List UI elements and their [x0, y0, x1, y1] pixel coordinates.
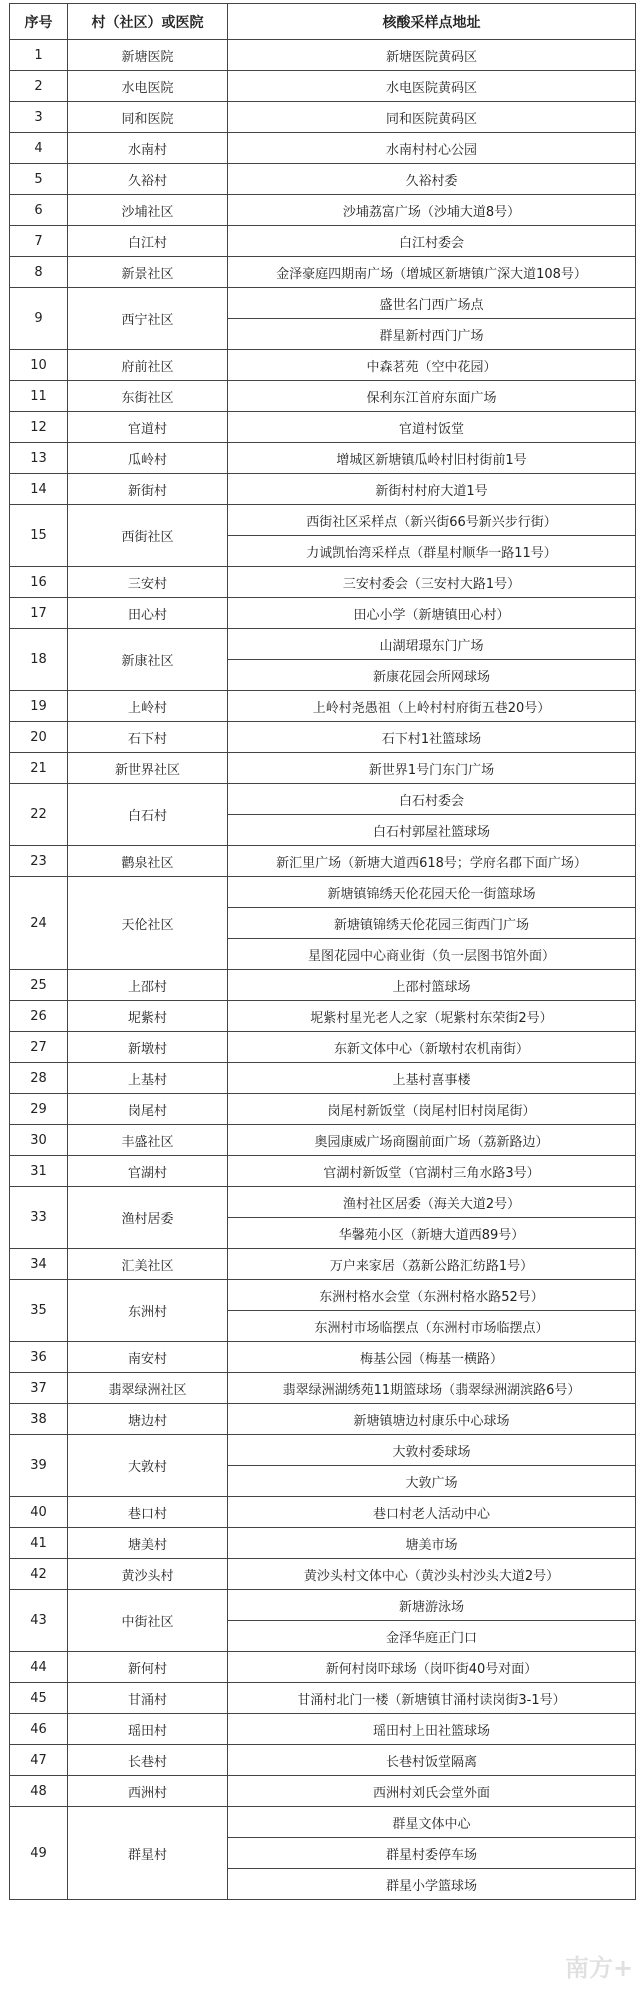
- village-or-hospital-name: 甘涌村: [68, 1683, 228, 1714]
- table-row: [10, 1373, 636, 1404]
- village-or-hospital-name: 东街社区: [68, 381, 228, 412]
- table-row: [10, 443, 636, 474]
- table-row: [10, 1559, 636, 1590]
- sampling-site-address: 西街社区采样点（新兴街66号新兴步行街）: [228, 505, 636, 536]
- sampling-site-address: 群星小学篮球场: [228, 1869, 636, 1900]
- header-row: [10, 4, 636, 40]
- table-row: [10, 970, 636, 1001]
- watermark-text: 南方+: [565, 1954, 634, 1982]
- village-or-hospital-name: 东洲村: [68, 1280, 228, 1342]
- village-or-hospital-name: 水电医院: [68, 71, 228, 102]
- row-number: 12: [10, 412, 68, 443]
- row-number: 30: [10, 1125, 68, 1156]
- sampling-site-address: 上基村喜事楼: [228, 1063, 636, 1094]
- row-number: 22: [10, 784, 68, 846]
- row-number: 13: [10, 443, 68, 474]
- sampling-site-address: 塘美市场: [228, 1528, 636, 1559]
- village-or-hospital-name: 大敦村: [68, 1435, 228, 1497]
- village-or-hospital-name: 塘边村: [68, 1404, 228, 1435]
- table-row: [10, 846, 636, 877]
- sampling-site-address: 水南村村心公园: [228, 133, 636, 164]
- row-number: 28: [10, 1063, 68, 1094]
- row-number: 44: [10, 1652, 68, 1683]
- table-row: [10, 71, 636, 102]
- sampling-site-address: 群星文体中心: [228, 1807, 636, 1838]
- row-number: 45: [10, 1683, 68, 1714]
- row-number: 25: [10, 970, 68, 1001]
- sampling-site-address: 黄沙头村文体中心（黄沙头村沙头大道2号）: [228, 1559, 636, 1590]
- sampling-site-address: 岗尾村新饭堂（岗尾村旧村岗尾街）: [228, 1094, 636, 1125]
- village-or-hospital-name: 西洲村: [68, 1776, 228, 1807]
- table-row: [10, 102, 636, 133]
- row-number: 49: [10, 1807, 68, 1900]
- village-or-hospital-name: 白石村: [68, 784, 228, 846]
- sampling-site-address: 盛世名门西广场点: [228, 288, 636, 319]
- row-number: 16: [10, 567, 68, 598]
- sampling-site-address: 上邵村篮球场: [228, 970, 636, 1001]
- row-number: 26: [10, 1001, 68, 1032]
- village-or-hospital-name: 坭紫村: [68, 1001, 228, 1032]
- village-or-hospital-name: 上岭村: [68, 691, 228, 722]
- sampling-site-address: 翡翠绿洲湖绣苑11期篮球场（翡翠绿洲湖滨路6号）: [228, 1373, 636, 1404]
- table-row: [10, 1590, 636, 1621]
- sampling-site-address: 新汇里广场（新塘大道西618号；学府名郡下面广场）: [228, 846, 636, 877]
- table-row: [10, 1404, 636, 1435]
- row-number: 18: [10, 629, 68, 691]
- sampling-site-address: 金泽豪庭四期南广场（增城区新塘镇广深大道108号）: [228, 257, 636, 288]
- village-or-hospital-name: 白江村: [68, 226, 228, 257]
- table-row: [10, 164, 636, 195]
- table-row: [10, 598, 636, 629]
- village-or-hospital-name: 长巷村: [68, 1745, 228, 1776]
- row-number: 41: [10, 1528, 68, 1559]
- sampling-site-address: 新世界1号门东门广场: [228, 753, 636, 784]
- sampling-site-table-container: [9, 3, 635, 1900]
- village-or-hospital-name: 瓜岭村: [68, 443, 228, 474]
- table-row: [10, 1032, 636, 1063]
- village-or-hospital-name: 巷口村: [68, 1497, 228, 1528]
- sampling-site-address: 群星新村西门广场: [228, 319, 636, 350]
- village-or-hospital-name: 同和医院: [68, 102, 228, 133]
- row-number: 9: [10, 288, 68, 350]
- village-or-hospital-name: 石下村: [68, 722, 228, 753]
- village-or-hospital-name: 上基村: [68, 1063, 228, 1094]
- village-or-hospital-name: 沙埔社区: [68, 195, 228, 226]
- table-row: [10, 1714, 636, 1745]
- row-number: 46: [10, 1714, 68, 1745]
- sampling-site-address: 沙埔荔富广场（沙埔大道8号）: [228, 195, 636, 226]
- sampling-site-address: 中森茗苑（空中花园）: [228, 350, 636, 381]
- sampling-site-address: 梅基公园（梅基一横路）: [228, 1342, 636, 1373]
- village-or-hospital-name: 岗尾村: [68, 1094, 228, 1125]
- sampling-site-address: 新塘镇锦绣天伦花园天伦一街篮球场: [228, 877, 636, 908]
- village-or-hospital-name: 新康社区: [68, 629, 228, 691]
- row-number: 27: [10, 1032, 68, 1063]
- sampling-site-address: 渔村社区居委（海关大道2号）: [228, 1187, 636, 1218]
- row-number: 6: [10, 195, 68, 226]
- village-or-hospital-name: 官湖村: [68, 1156, 228, 1187]
- row-number: 31: [10, 1156, 68, 1187]
- sampling-site-address: 巷口村老人活动中心: [228, 1497, 636, 1528]
- row-number: 10: [10, 350, 68, 381]
- table-row: [10, 877, 636, 908]
- row-number: 42: [10, 1559, 68, 1590]
- sampling-site-address: 新康花园会所网球场: [228, 660, 636, 691]
- village-or-hospital-name: 渔村居委: [68, 1187, 228, 1249]
- table-row: [10, 691, 636, 722]
- village-or-hospital-name: 西街社区: [68, 505, 228, 567]
- row-number: 47: [10, 1745, 68, 1776]
- village-or-hospital-name: 瑶田村: [68, 1714, 228, 1745]
- table-row: [10, 1063, 636, 1094]
- table-row: [10, 40, 636, 71]
- table-row: [10, 381, 636, 412]
- sampling-site-address: 石下村1社篮球场: [228, 722, 636, 753]
- row-number: 23: [10, 846, 68, 877]
- row-number: 5: [10, 164, 68, 195]
- table-row: [10, 1652, 636, 1683]
- row-number: 29: [10, 1094, 68, 1125]
- table-header: [10, 4, 636, 40]
- table-row: [10, 1528, 636, 1559]
- table-row: [10, 226, 636, 257]
- row-number: 7: [10, 226, 68, 257]
- sampling-site-address: 田心小学（新塘镇田心村）: [228, 598, 636, 629]
- table-row: [10, 505, 636, 536]
- table-row: [10, 133, 636, 164]
- table-row: [10, 1342, 636, 1373]
- village-or-hospital-name: 汇美社区: [68, 1249, 228, 1280]
- row-number: 36: [10, 1342, 68, 1373]
- sampling-site-address: 新塘医院黄码区: [228, 40, 636, 71]
- village-or-hospital-name: 水南村: [68, 133, 228, 164]
- village-or-hospital-name: 官道村: [68, 412, 228, 443]
- village-or-hospital-name: 塘美村: [68, 1528, 228, 1559]
- sampling-site-address: 金泽华庭正门口: [228, 1621, 636, 1652]
- sampling-site-address: 新塘镇锦绣天伦花园三街西门广场: [228, 908, 636, 939]
- table-row: [10, 1280, 636, 1311]
- sampling-site-address: 三安村委会（三安村大路1号）: [228, 567, 636, 598]
- table-row: [10, 1156, 636, 1187]
- table-body: [10, 40, 636, 1900]
- table-row: [10, 257, 636, 288]
- sampling-site-address: 大敦村委球场: [228, 1435, 636, 1466]
- sampling-site-address: 西洲村刘氏会堂外面: [228, 1776, 636, 1807]
- row-number: 21: [10, 753, 68, 784]
- sampling-site-address: 新何村岗吓球场（岗吓街40号对面）: [228, 1652, 636, 1683]
- table-row: [10, 1807, 636, 1838]
- village-or-hospital-name: 丰盛社区: [68, 1125, 228, 1156]
- sampling-site-address: 同和医院黄码区: [228, 102, 636, 133]
- sampling-site-address: 大敦广场: [228, 1466, 636, 1497]
- sampling-site-address: 水电医院黄码区: [228, 71, 636, 102]
- table-row: [10, 474, 636, 505]
- table-row: [10, 1776, 636, 1807]
- sampling-site-address: 东新文体中心（新墩村农机南街）: [228, 1032, 636, 1063]
- row-number: 39: [10, 1435, 68, 1497]
- sampling-site-address: 星图花园中心商业街（负一层图书馆外面）: [228, 939, 636, 970]
- sampling-site-address: 白石村郭屋社篮球场: [228, 815, 636, 846]
- table-row: [10, 412, 636, 443]
- sampling-site-address: 奥园康威广场商圈前面广场（荔新路边）: [228, 1125, 636, 1156]
- sampling-site-address: 东洲村市场临摆点（东洲村市场临摆点）: [228, 1311, 636, 1342]
- sampling-site-address: 东洲村格水会堂（东洲村格水路52号）: [228, 1280, 636, 1311]
- table-row: [10, 1094, 636, 1125]
- table-row: [10, 1001, 636, 1032]
- header-village-or-hospital: 村（社区）或医院: [68, 4, 228, 40]
- village-or-hospital-name: 天伦社区: [68, 877, 228, 970]
- sampling-site-address: 新塘游泳场: [228, 1590, 636, 1621]
- row-number: 14: [10, 474, 68, 505]
- sampling-site-address: 甘涌村北门一楼（新塘镇甘涌村读岗街3-1号）: [228, 1683, 636, 1714]
- row-number: 3: [10, 102, 68, 133]
- sampling-site-address: 新塘镇塘边村康乐中心球场: [228, 1404, 636, 1435]
- row-number: 17: [10, 598, 68, 629]
- row-number: 20: [10, 722, 68, 753]
- row-number: 2: [10, 71, 68, 102]
- village-or-hospital-name: 新景社区: [68, 257, 228, 288]
- table-row: [10, 784, 636, 815]
- row-number: 33: [10, 1187, 68, 1249]
- row-number: 38: [10, 1404, 68, 1435]
- table-row: [10, 629, 636, 660]
- village-or-hospital-name: 西宁社区: [68, 288, 228, 350]
- sampling-site-address: 白石村委会: [228, 784, 636, 815]
- watermark-logo: [561, 1946, 635, 1986]
- sampling-site-address: 官湖村新饭堂（官湖村三角水路3号）: [228, 1156, 636, 1187]
- table-row: [10, 722, 636, 753]
- village-or-hospital-name: 田心村: [68, 598, 228, 629]
- table-row: [10, 195, 636, 226]
- sampling-site-address: 保利东江首府东面广场: [228, 381, 636, 412]
- village-or-hospital-name: 久裕村: [68, 164, 228, 195]
- table-row: [10, 1683, 636, 1714]
- table-row: [10, 288, 636, 319]
- header-site-address: 核酸采样点地址: [228, 4, 636, 40]
- row-number: 34: [10, 1249, 68, 1280]
- village-or-hospital-name: 鹳泉社区: [68, 846, 228, 877]
- village-or-hospital-name: 黄沙头村: [68, 1559, 228, 1590]
- table-row: [10, 1497, 636, 1528]
- row-number: 40: [10, 1497, 68, 1528]
- header-number: 序号: [10, 4, 68, 40]
- sampling-site-address: 华馨苑小区（新塘大道西89号）: [228, 1218, 636, 1249]
- sampling-site-address: 山湖珺璟东门广场: [228, 629, 636, 660]
- village-or-hospital-name: 新街村: [68, 474, 228, 505]
- sampling-site-address: 坭紫村星光老人之家（坭紫村东荣街2号）: [228, 1001, 636, 1032]
- sampling-site-address: 群星村委停车场: [228, 1838, 636, 1869]
- row-number: 4: [10, 133, 68, 164]
- village-or-hospital-name: 新何村: [68, 1652, 228, 1683]
- sampling-site-table: [9, 3, 636, 1900]
- table-row: [10, 1125, 636, 1156]
- sampling-site-address: 官道村饭堂: [228, 412, 636, 443]
- sampling-site-address: 力诚凯怡湾采样点（群星村顺华一路11号）: [228, 536, 636, 567]
- table-row: [10, 567, 636, 598]
- sampling-site-address: 瑶田村上田社篮球场: [228, 1714, 636, 1745]
- sampling-site-address: 万户来家居（荔新公路汇纺路1号）: [228, 1249, 636, 1280]
- table-row: [10, 1249, 636, 1280]
- village-or-hospital-name: 三安村: [68, 567, 228, 598]
- village-or-hospital-name: 府前社区: [68, 350, 228, 381]
- village-or-hospital-name: 翡翠绿洲社区: [68, 1373, 228, 1404]
- row-number: 24: [10, 877, 68, 970]
- table-row: [10, 350, 636, 381]
- row-number: 35: [10, 1280, 68, 1342]
- sampling-site-address: 上岭村尧愚祖（上岭村村府街五巷20号）: [228, 691, 636, 722]
- row-number: 48: [10, 1776, 68, 1807]
- village-or-hospital-name: 新塘医院: [68, 40, 228, 71]
- row-number: 1: [10, 40, 68, 71]
- table-row: [10, 1745, 636, 1776]
- village-or-hospital-name: 南安村: [68, 1342, 228, 1373]
- row-number: 11: [10, 381, 68, 412]
- row-number: 43: [10, 1590, 68, 1652]
- sampling-site-address: 增城区新塘镇瓜岭村旧村街前1号: [228, 443, 636, 474]
- table-row: [10, 753, 636, 784]
- village-or-hospital-name: 上邵村: [68, 970, 228, 1001]
- sampling-site-address: 长巷村饭堂隔离: [228, 1745, 636, 1776]
- village-or-hospital-name: 中街社区: [68, 1590, 228, 1652]
- table-row: [10, 1187, 636, 1218]
- row-number: 8: [10, 257, 68, 288]
- sampling-site-address: 久裕村委: [228, 164, 636, 195]
- table-row: [10, 1435, 636, 1466]
- sampling-site-address: 白江村委会: [228, 226, 636, 257]
- row-number: 19: [10, 691, 68, 722]
- village-or-hospital-name: 新墩村: [68, 1032, 228, 1063]
- row-number: 37: [10, 1373, 68, 1404]
- row-number: 15: [10, 505, 68, 567]
- sampling-site-address: 新街村村府大道1号: [228, 474, 636, 505]
- village-or-hospital-name: 新世界社区: [68, 753, 228, 784]
- village-or-hospital-name: 群星村: [68, 1807, 228, 1900]
